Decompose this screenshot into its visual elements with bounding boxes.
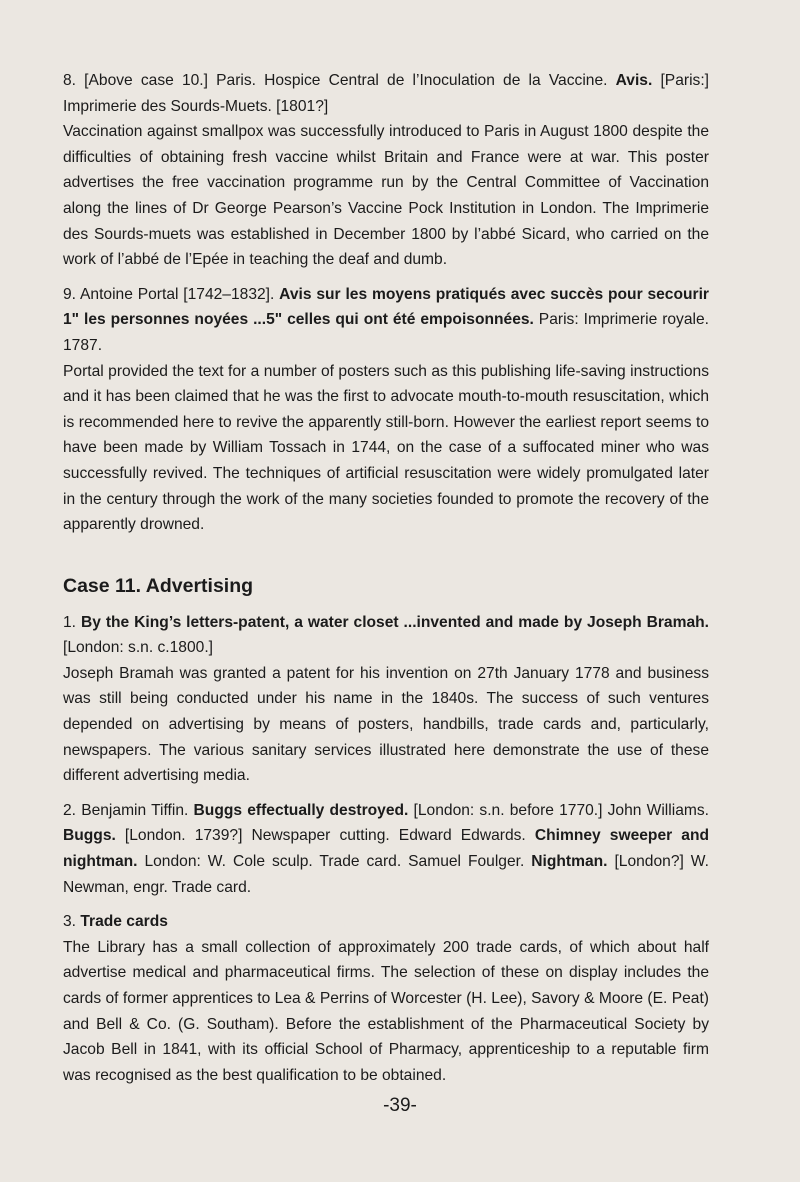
entry-title-4: Nightman. (531, 853, 608, 871)
entry-title-3: Chimney sweeper and nightman. (63, 827, 709, 871)
entry-citation (63, 68, 709, 119)
text-column (63, 68, 709, 1088)
case11-entry-2 (63, 798, 709, 900)
entry-text-4: London: W. Cole sculp. Trade card. Samuel Foulger. (137, 853, 532, 871)
entry-imprint: [London: s.n. c.1800.] (63, 639, 213, 657)
entry-citation-text: Antoine Portal [1742–1832]. (80, 285, 280, 303)
entry-description: Portal provided the text for a number of posters such as this publishing life-saving instructions and it has been claimed that he was the first to advocate mouth-to-mouth resuscitation, which is recommended here to revive the apparently still-born. However the earliest report seems to have been made by William Tossach in 1744, on the case of a suffocated miner who was successfully revived. The techniques of artificial resuscitation were widely promulgated later in the century through the work of the many societies founded to promote the recovery of the apparently drowned. (63, 362, 709, 534)
entry-citation (63, 798, 709, 900)
entry-description: The Library has a small collection of approximately 200 trade cards, of which about half advertise medical and pharmaceutical firms. The selection of these on display includes the cards of former apprentices to Lea & Perrins of Worcester (H. Lee), Savory & Moore (E. Peat) and Bell & Co. (G. Southam). Before the establishment of the Pharmaceutical Society by Jacob Bell in 1841, with its official School of Pharmacy, apprenticeship to a reputable firm was recognised as the best qualification to be obtained. (63, 938, 709, 1084)
entry-title: Avis sur les moyens pratiqués avec succès pour secourir 1" les personnes noyées ...5" celles qui ont été empoisonnées. (63, 285, 710, 329)
case-heading: Case 11. Advertising (63, 574, 254, 597)
entry-text-5: [London?] W. Newman, engr. Trade card. (63, 853, 709, 896)
catalogue-entry-8 (63, 68, 709, 273)
entry-title: Avis. (615, 72, 653, 89)
entry-citation (63, 909, 709, 935)
entry-title: By the King’s letters-patent, a water closet ...invented and made by Joseph Bramah. (80, 613, 709, 631)
entry-title: Trade cards (80, 913, 168, 931)
entry-number: 8. (63, 72, 77, 89)
entry-number: 9. (63, 285, 77, 303)
entry-citation (63, 610, 709, 661)
catalogue-entry-9 (63, 282, 709, 538)
entry-text-3: [London. 1739?] Newspaper cutting. Edward Edwards. (115, 827, 535, 845)
case11-entry-3 (63, 909, 709, 1088)
entry-title-2: Buggs. (63, 827, 116, 845)
page-number: -39- (383, 1095, 417, 1116)
entry-number: 1. (63, 613, 77, 631)
entry-number: 2. (63, 801, 77, 819)
entry-description: Vaccination against smallpox was successfully introduced to Paris in August 1800 despite the difficulties of obtaining fresh vaccine whilst Britain and France were at war. This poster advertises the free vaccination programme run by the Central Committee of Vaccination along the lines of Dr George Pearson’s Vaccine Pock Institution in London. The Imprimerie des Sourds-muets was established in December 1800 by l’abbé Sicard, who carried on the work of l’abbé de l’Epée in teaching the deaf and dumb. (63, 123, 709, 269)
entry-citation (63, 282, 709, 359)
entry-text-1: Benjamin Tiffin. (81, 801, 194, 819)
entry-text-2: [London: s.n. before 1770.] John Williams. (408, 801, 709, 819)
entry-imprint: Paris: Imprimerie royale. 1787. (63, 311, 709, 354)
entry-citation-text: [Above case 10.] Paris. Hospice Central de l’Inoculation de la Vaccine. (84, 72, 616, 89)
entry-title-1: Buggs effectually destroyed. (193, 801, 409, 819)
entry-description: Joseph Bramah was granted a patent for his invention on 27th January 1778 and business was still being conducted under his name in the 1840s. The success of such ventures depended on advertising by means of posters, handbills, trade cards and, particularly, newspapers. The various sanitary services illustrated here demonstrate the use of these different advertising media. (63, 664, 709, 785)
entry-number: 3. (63, 913, 77, 931)
entry-imprint: [Paris:] Imprimerie des Sourds-Muets. [1801?] (63, 72, 710, 115)
case11-entry-1 (63, 610, 709, 789)
